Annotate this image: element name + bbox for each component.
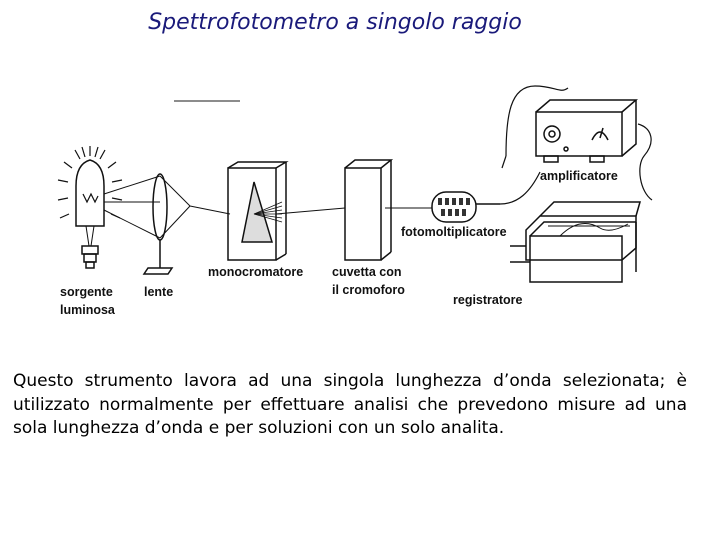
recorder	[510, 202, 640, 282]
light-source-bulb	[58, 146, 122, 268]
label-fotomoltiplicatore: fotomoltiplicatore	[401, 225, 507, 239]
label-monocromatore: monocromatore	[208, 265, 304, 279]
label-registratore: registratore	[453, 293, 523, 307]
label-cuvetta-line1: cuvetta con	[332, 265, 402, 279]
page-title: Spettrofotometro a singolo raggio	[148, 10, 522, 35]
lens	[144, 174, 172, 274]
label-sorgente-line1: sorgente	[60, 285, 113, 299]
cables	[500, 86, 652, 204]
label-sorgente-line2: luminosa	[60, 303, 115, 317]
monochromator	[228, 162, 286, 260]
label-lente: lente	[144, 285, 174, 299]
cuvette	[345, 160, 391, 260]
spectrophotometer-diagram	[40, 76, 700, 326]
photomultiplier	[432, 192, 500, 222]
description-paragraph: Questo strumento lavora ad una singola lunghezza d’onda selezionata; è utilizzato normalmente per effettuare analisi che prevedono misure ad una sola lunghezza d’onda e per soluzioni con un solo analita.	[13, 371, 687, 438]
label-cuvetta-line2: il cromoforo	[332, 283, 405, 297]
amplifier	[536, 100, 636, 162]
label-amplificatore: amplificatore	[540, 169, 618, 183]
